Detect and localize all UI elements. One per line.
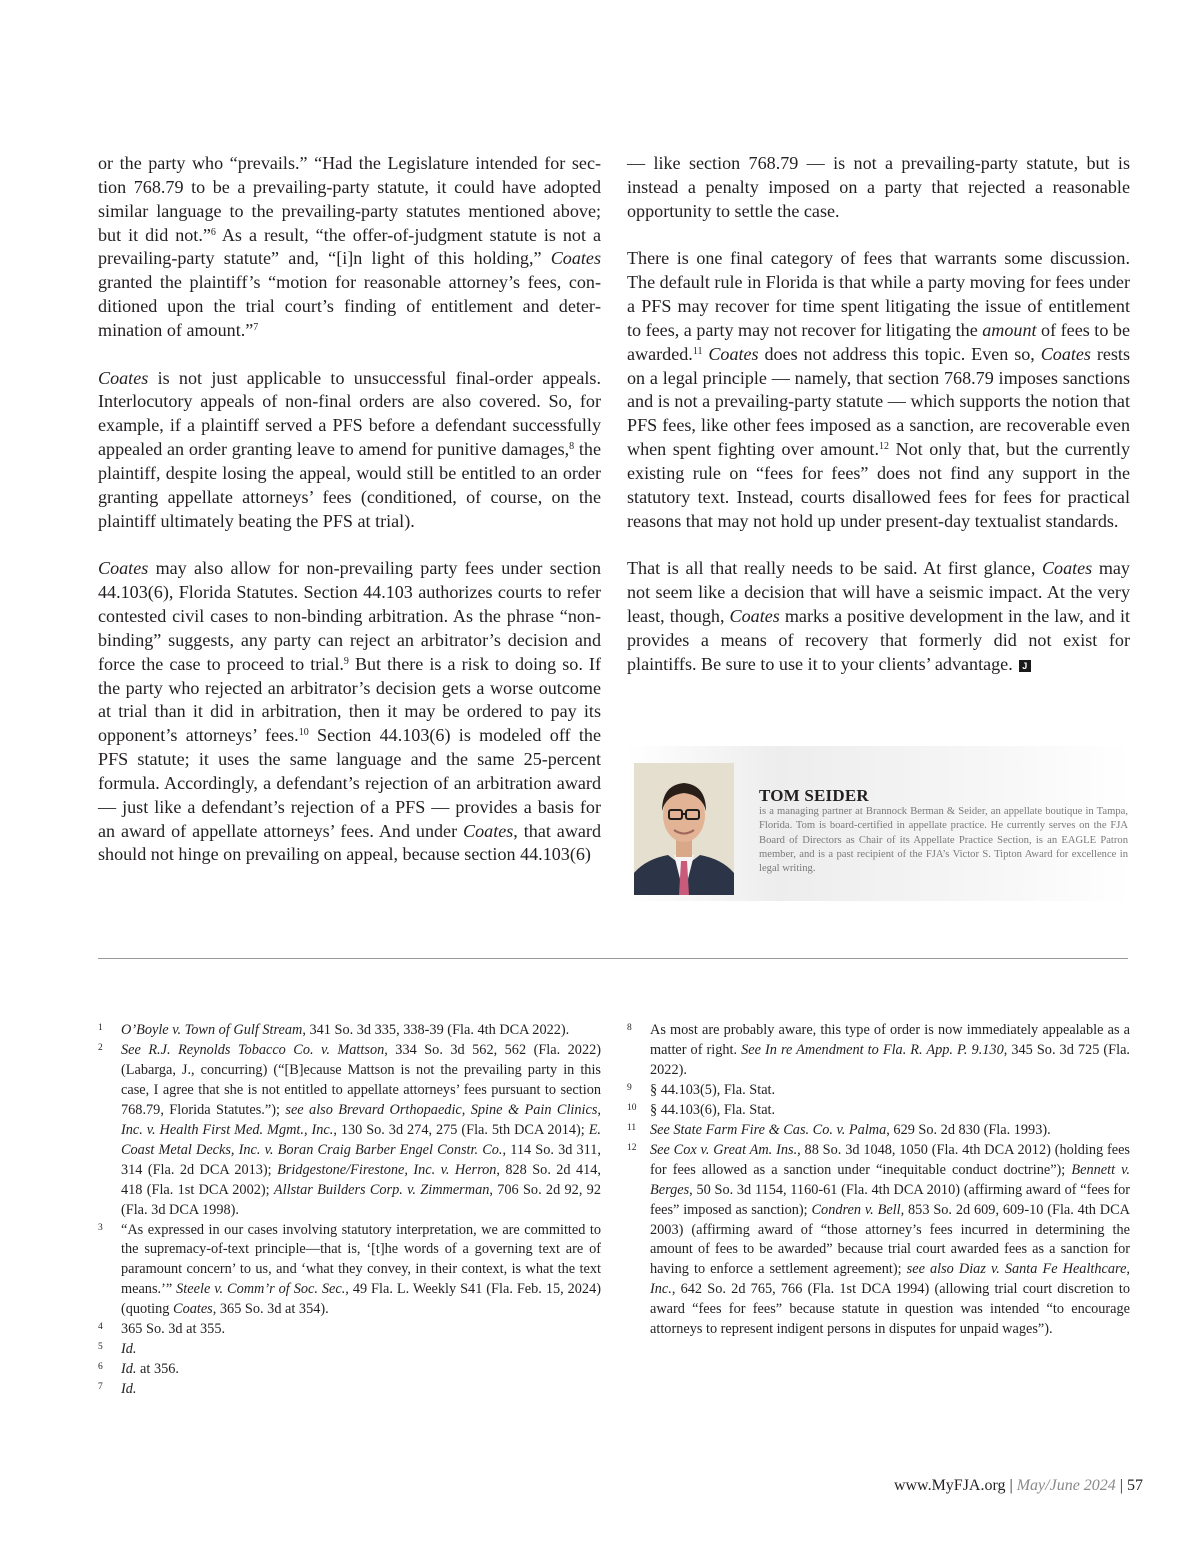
footnote-number: 7: [98, 1382, 103, 1393]
footnote-number: 3: [98, 1222, 103, 1233]
footnote-number: 4: [98, 1322, 103, 1333]
footnote: [98, 1360, 601, 1380]
footnote: [98, 1041, 601, 1221]
footer-separator: |: [1009, 1477, 1013, 1494]
page-number: 57: [1127, 1477, 1143, 1494]
paragraph: Coates is not just applicable to unsuccessful final-order appeals. Interlocutory appeals of non-final orders are also covered. So, for example, if a plaintiff served a PFS before a defendant successfully appealed an order granting leave to amend for punitive damages,$^8$ the plaintiff, despite losing the appeal, would still be entitled to an order granting appellate attorneys’ fees (conditioned, of course, on the plaintiff ultimately beating the PFS at trial).: [98, 367, 601, 531]
footer-separator: |: [1119, 1477, 1123, 1494]
footnote: [98, 1380, 601, 1400]
footnote: [98, 1221, 601, 1321]
footnote-number: 5: [98, 1342, 103, 1353]
footnote-number: 6: [98, 1362, 103, 1373]
paragraph: Coates may also allow for non-prevailing party fees under section 44.103(6), Florida Statutes. Section 44.103 authorizes courts to refer contested civil cases to non-binding arbitration. As the phrase “non-binding” suggests, any party can reject an arbitrator’s decision and force the case to proceed to trial.$^9$ But there is a risk to doing so. If the party who rejected an arbitrator’s decision gets a worse outcome at trial than it did in arbitration, then it may be ordered to pay its opponent’s attorneys’ fees.$^{10}$ Section 44.103(6) is modeled off the PFS statute; it uses the same language and the same 25-percent formula. Accordingly, a defendant’s rejection of an arbitration award — just like a defendant’s rejection of a PFS — provides a basis for an award of appellate attorneys’ fees. And under Coates, that award should not hinge on prevailing on appeal, because section 44.103(6): [98, 558, 601, 865]
page-footer: [894, 1477, 1143, 1495]
footnote-number: 1: [98, 1023, 103, 1033]
end-mark-icon: J: [1019, 660, 1031, 672]
paragraph: There is one final category of fees that warrants some discussion. The default rule in Florida is that while a party moving for fees under a PFS may recover for time spent litigating the issue of entitlement to fees, a party may not recover for litigating the amount of fees to be awarded.$^{11}$ Coates does not address this topic. Even so, Coates rests on a legal principle — namely, that section 768.79 imposes sanctions and is not a prevailing-party statute — which supports the notion that PFS fees, like other fees imposed as a sanction, are recoverable even when spent fighting over amount.$^{12}$ Not only that, but the currently existing rule on “fees for fees” does not find any support in the statutory text. Instead, courts disallowed fees for fees for practical reasons that may not hold up under present-day textualist standards.: [627, 248, 1131, 531]
author-portrait-icon: [634, 763, 734, 895]
footnote-number: 9: [627, 1082, 632, 1093]
footnote-text: § 44.103(5), Fla. Stat.: [650, 1081, 776, 1098]
footer-issue: May/June 2024: [1016, 1477, 1116, 1494]
footnote-text: Id. at 356.: [121, 1361, 179, 1378]
footnote-number: 11: [627, 1122, 637, 1133]
author-bio-text: is a managing partner at Brannock Berman & Seider, an appellate boutique in Tampa, Florida. Tom is board-certified in appellate practice. He currently serves on the FJA Board of Directors as Chair of its Appellate Practice Section, is an EAGLE Patron member, and is a past recipient of the FJA’s Victor S. Tipton Award for excellence in legal writing.: [759, 806, 1128, 875]
article-column-left: [98, 152, 601, 891]
footnote: [627, 1121, 1130, 1141]
footnote: [627, 1081, 1130, 1101]
footnote-number: 10: [627, 1102, 637, 1113]
footnote-text: 365 So. 3d at 355.: [121, 1321, 226, 1338]
author-photo: [634, 763, 734, 895]
author-bio-box: [627, 746, 1130, 901]
paragraph: — like section 768.79 — is not a prevailing-party statute, but is instead a penalty imposed on a party that rejected a reasonable opportunity to settle the case.: [627, 153, 1130, 221]
paragraph-text: That is all that really needs to be said. At first glance, Coates may not seem like a decision that will have a seismic impact. At the very least, though, Coates marks a positive development in the law, and it provides a means of recovery that formerly did not exist for plaintiffs. Be sure to use it to your clients’ advantage.: [627, 558, 1130, 674]
footnote: [98, 1021, 601, 1041]
author-name: TOM SEIDER: [759, 786, 869, 805]
paragraph: or the party who “prevails.” “Had the Legislature intended for section 768.79 to be a prevailing-party statute, it could have adopted similar language to the prevailing-party statutes mentioned above; but it did not.”$^6$ As a result, “the offer-of-judgment statute is not a prevailing-party statute” and, “[i]n light of this holding,” Coates granted the plaintiff’s “motion for reasonable attorney’s fees, conditioned upon the trial court’s finding of entitlement and determination of amount.”$^7$: [98, 153, 602, 340]
footnote-text: Id.: [121, 1381, 137, 1398]
footnote-text: O’Boyle v. Town of Gulf Stream, 341 So. 3d 335, 338-39 (Fla. 4th DCA 2022).: [121, 1022, 570, 1038]
footnote-text: See Cox v. Great Am. Ins., 88 So. 3d 1048, 1050 (Fla. 4th DCA 2012) (holding fees for fees allowed as a sanction under “inequitable conduct doctrine”); Bennett v. Berges, 50 So. 3d 1154, 1160-61 (Fla. 4th DCA 2010) (affirming award of “fees for fees” imposed as sanction); Condren v. Bell, 853 So. 2d 609, 609-10 (Fla. 4th DCA 2003) (affirming award of “those attorney’s fees incurred in determining the amount of fees to be awarded” because trial court awarded fees as a sanction for having to enforce a settlement agreement); see also Diaz v. Santa Fe Healthcare, Inc., 642 So. 2d 765, 766 (Fla. 1st DCA 1994) (allowing trial court discretion to award “fees for fees” because statute in question was intended “to encourage attorneys to represent indigent persons in disputes for unpaid wages”).: [650, 1141, 1130, 1338]
footnotes-right: [627, 1021, 1130, 1340]
footnote-divider: [98, 958, 1128, 959]
footnote-number: 2: [98, 1042, 103, 1053]
footnote-text: § 44.103(6), Fla. Stat.: [650, 1101, 776, 1118]
footer-website: www.MyFJA.org: [893, 1477, 1006, 1494]
footnote-number: 8: [627, 1023, 632, 1033]
footnote: [98, 1320, 601, 1340]
footnote-text: Id.: [121, 1341, 137, 1358]
footnote: [627, 1021, 1130, 1081]
footnote: [627, 1141, 1130, 1341]
footnote: [98, 1340, 601, 1360]
footnote-text: See State Farm Fire & Cas. Co. v. Palma, 629 So. 2d 830 (Fla. 1993).: [650, 1121, 1051, 1138]
footnote-number: 12: [627, 1142, 637, 1153]
footnote-text: See R.J. Reynolds Tobacco Co. v. Mattson, 334 So. 3d 562, 562 (Fla. 2022) (Labarga, J., concurring) (“[B]ecause Mattson is not the prevailing party in this case, I agree that she is not entitled to appellate attorneys’ fees pursuant to section 768.79, Florida Statutes.”); see also Brevard Orthopaedic, Spine & Pain Clinics, Inc. v. Health First Med. Mgmt., Inc., 130 So. 3d 274, 275 (Fla. 5th DCA 2014); E. Coast Metal Decks, Inc. v. Boran Craig Barber Engel Constr. Co., 114 So. 3d 311, 314 (Fla. 2d DCA 2013); Bridgestone/Firestone, Inc. v. Herron, 828 So. 2d 414, 418 (Fla. 1st DCA 2002); Allstar Builders Corp. v. Zimmerman, 706 So. 2d 92, 92 (Fla. 3d DCA 1998).: [121, 1041, 602, 1218]
paragraph: [627, 557, 1130, 676]
footnote: [627, 1101, 1130, 1121]
footnote-text: “As expressed in our cases involving statutory interpretation, we are committed to the supremacy-of-text principle—that is, ‘[t]he words of a governing text are of paramount concern’ to us, and ‘what they convey, in their context, is what the text means.’” Steele v. Comm’r of Soc. Sec., 49 Fla. L. Weekly S41 (Fla. Feb. 15, 2024) (quoting Coates, 365 So. 3d at 354).: [121, 1221, 601, 1318]
footnotes-left: [98, 1021, 601, 1400]
footnote-text: As most are probably aware, this type of order is now immediately appealable as a matter of right. See In re Amendment to Fla. R. App. P. 9.130, 345 So. 3d 725 (Fla. 2022).: [650, 1022, 1130, 1078]
article-column-right: [627, 152, 1130, 700]
